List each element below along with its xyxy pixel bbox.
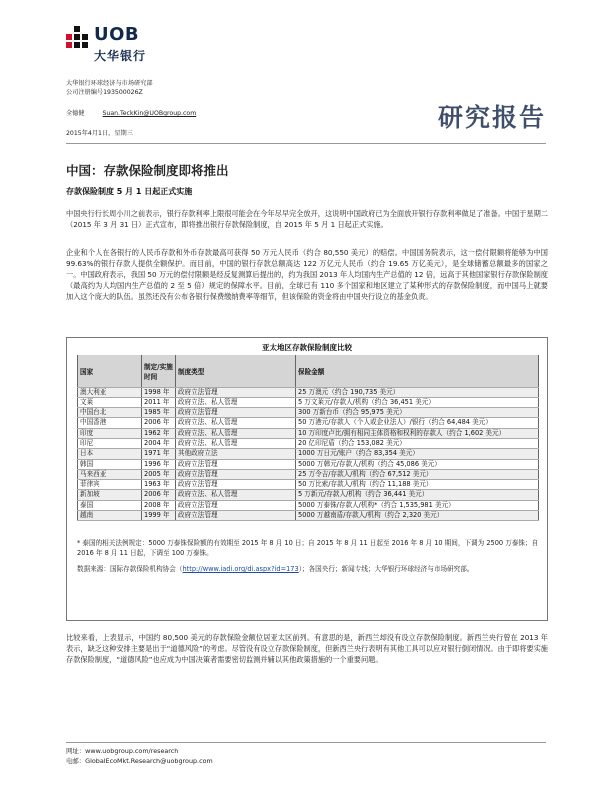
uob-logo-mark-icon [66, 26, 88, 48]
org-line: 大华银行环球经济与市场研究部 [66, 80, 153, 87]
cell-country: 文莱 [78, 397, 142, 407]
header-divider [66, 143, 546, 144]
cell-year: 2006 年 [142, 490, 176, 500]
cell-year: 1985 年 [142, 408, 176, 418]
source-suffix: ）；各国央行；新闻专线；大华银行环球经济与市场研究部。 [298, 565, 474, 573]
cell-amount: 25 万令吉/存款人/机构（约合 67,512 美元） [296, 469, 539, 479]
cell-country: 中国香港 [78, 418, 142, 428]
source-prefix: 数据来源：国际存款保险机构协会（ [77, 565, 183, 573]
footer-divider [66, 742, 546, 743]
header-type: 制度类型 [176, 355, 296, 387]
cell-amount: 10 万印度卢比/拥有相同主体资格和权利的存款人（约合 1,602 美元） [296, 428, 539, 438]
cell-year: 2011 年 [142, 397, 176, 407]
footer-website[interactable]: 网址：www.uobgroup.com/research [66, 747, 179, 755]
cell-year: 1962 年 [142, 428, 176, 438]
table-row [78, 397, 539, 407]
cell-country: 印尼 [78, 438, 142, 448]
cell-country: 马来西亚 [78, 469, 142, 479]
cell-type: 政府立法、私人管理 [176, 438, 296, 448]
deposit-insurance-table [77, 355, 539, 521]
cell-type: 政府立法管理 [176, 459, 296, 469]
report-date: 2015年4月1日，星期三 [66, 130, 133, 137]
table-row [78, 418, 539, 428]
cell-amount: 25 万澳元（约合 190,735 美元） [296, 387, 539, 397]
cell-type: 政府立法管理 [176, 469, 296, 479]
brand-name: UOB [94, 24, 140, 45]
cell-amount: 50 万港元/存款人（个人或企业法人）/银行（约合 64,484 美元） [296, 418, 539, 428]
author-line [66, 108, 196, 117]
table-row [78, 511, 539, 521]
cell-type: 政府立法、私人管理 [176, 490, 296, 500]
cell-country: 韩国 [78, 459, 142, 469]
cell-amount: 5 万新元/存款人/机构（约合 36,441 美元） [296, 490, 539, 500]
cell-country: 中国台北 [78, 408, 142, 418]
comparison-table-box [66, 337, 548, 621]
paragraph-2: 企业和个人在各银行的人民币存款和外币存款最高可获得 50 万元人民币（约合 80,550 美元）的赔偿。中国国务院表示，这一偿付限额将能够为中国 99.63%的银行存款人提供全额保护。而目前，中国的银行存款总额高达 122 万亿元人民币（约合 19.65 万亿美元），是全球储蓄总额最多的国家之一。中国政府表示，我国 50 万元的偿付限额是经反复测算后提出的，约为我国 2013 年人均国内生产总值的 12 倍，远高于其他国家银行存款保险制度（最高约为人均国内生产总值的 2 至 5 倍）规定的保障水平。目前，全球已有 110 多个国家和地区建立了某种形式的存款保险制度，而中国马上就要加入这个庞大的队伍。虽然还没有公布各银行保费缴纳费率等细节，但该保险的资金将由中国央行设立的基金负责。 [66, 248, 548, 301]
paragraph-1: 中国央行行长周小川之前表示，银行存款利率上限很可能会在今年尽早完全放开，这说明中国政府已为全面放开银行存款利率做足了准备。中国于星期二（2015 年 3 月 31 日）正式宣布，即将推出银行存款保险制度，自 2015 年 5 月 1 日起正式实施。 [66, 209, 548, 229]
table-row [78, 500, 539, 510]
cell-year: 1998 年 [142, 387, 176, 397]
article-title: 中国：存款保险制度即将推出 [66, 163, 229, 178]
registration-number: 公司注册编号193500026Z [66, 89, 143, 96]
cell-year: 1963 年 [142, 480, 176, 490]
footer-email[interactable]: 电邮：GlobalEcoMkt.Research@uobgroup.com [66, 757, 213, 765]
cell-country: 印度 [78, 428, 142, 438]
table-row [78, 469, 539, 479]
cell-type: 其他政府立法 [176, 449, 296, 459]
table-row [78, 408, 539, 418]
cell-type: 政府立法管理 [176, 408, 296, 418]
article-subtitle: 存款保险制度 5 月 1 日起正式实施 [66, 187, 193, 196]
table-footnote: * 泰国的相关法例规定：5000 万泰铢保险额的有效期至 2015 年 8 月 10 日；自 2015 年 8 月 11 日起至 2016 年 8 月 10 期间，下调为 2500 万泰铢；自 2016 年 8 月 11 日起，下调至 100 万泰铢。 [77, 539, 539, 557]
cell-year: 2006 年 [142, 418, 176, 428]
cell-type: 政府立法、私人管理 [176, 428, 296, 438]
header-country: 国家 [78, 355, 142, 387]
table-row [78, 490, 539, 500]
table-row [78, 438, 539, 448]
cell-year: 2005 年 [142, 469, 176, 479]
source-link[interactable]: http://www.iadi.org/di.aspx?id=173 [182, 565, 299, 573]
cell-amount: 5000 万韩元/存款人/机构（约合 45,086 美元） [296, 459, 539, 469]
cell-type: 政府立法、私人管理 [176, 397, 296, 407]
cell-amount: 1000 万日元/账户（约合 83,354 美元） [296, 449, 539, 459]
cell-country: 新加坡 [78, 490, 142, 500]
paragraph-3: 比较来看，上表显示，中国约 80,500 美元的存款保险金额位居亚太区前列。有意思的是，新西兰却没有设立存款保险制度。新西兰央行曾在 2013 年表示，缺乏这种安排主要是出于“道德风险”的考虑。尽管没有设立存款保险制度，但新西兰央行表明有其他工具可以应对银行倒闭情况。由于即将要实施存款保险制度，“道德风险”也应成为中国决策者需要密切监测并辅以其他政策措施的一个重要问题。 [66, 633, 548, 664]
brand-name-cn: 大华银行 [94, 49, 147, 63]
cell-type: 政府立法管理 [176, 511, 296, 521]
cell-amount: 5 万文莱元/存款人/机构（约合 36,451 美元） [296, 397, 539, 407]
table-row [78, 428, 539, 438]
cell-amount: 300 万新台币（约合 95,975 美元） [296, 408, 539, 418]
cell-year: 1996 年 [142, 459, 176, 469]
table-row [78, 387, 539, 397]
cell-year: 1999 年 [142, 511, 176, 521]
cell-country: 泰国 [78, 500, 142, 510]
table-title: 亚太地区存款保险制度比较 [262, 343, 352, 352]
cell-year: 2008 年 [142, 500, 176, 510]
cell-country: 日本 [78, 449, 142, 459]
cell-country: 菲律宾 [78, 480, 142, 490]
table-source [77, 564, 539, 574]
table-header-row [78, 355, 539, 387]
cell-type: 政府立法、私人管理 [176, 418, 296, 428]
table-row [78, 459, 539, 469]
table-row [78, 480, 539, 490]
cell-amount: 20 亿印尼盾（约合 153,082 美元） [296, 438, 539, 448]
cell-type: 政府立法管理 [176, 500, 296, 510]
table-row [78, 449, 539, 459]
cell-country: 澳大利亚 [78, 387, 142, 397]
cell-amount: 5000 万泰铢/存款人/机构*（约合 1,535,981 美元） [296, 500, 539, 510]
cell-amount: 50 万比索/存款人/机构（约合 11,188 美元） [296, 480, 539, 490]
cell-year: 2004 年 [142, 438, 176, 448]
header-amount: 保险金额 [296, 355, 539, 387]
author-email-link[interactable]: Suan.TeckKin@UOBgroup.com [102, 110, 197, 117]
header-year: 制定/实施时间 [142, 355, 176, 387]
cell-country: 越南 [78, 511, 142, 521]
report-title: 研究报告 [437, 103, 546, 132]
cell-amount: 5000 万越南盾/存款人/机构（约合 2,320 美元） [296, 511, 539, 521]
uob-logo [66, 24, 154, 68]
author-name: 全德健 [66, 110, 85, 117]
cell-year: 1971 年 [142, 449, 176, 459]
cell-type: 政府立法管理 [176, 480, 296, 490]
cell-type: 政府立法管理 [176, 387, 296, 397]
